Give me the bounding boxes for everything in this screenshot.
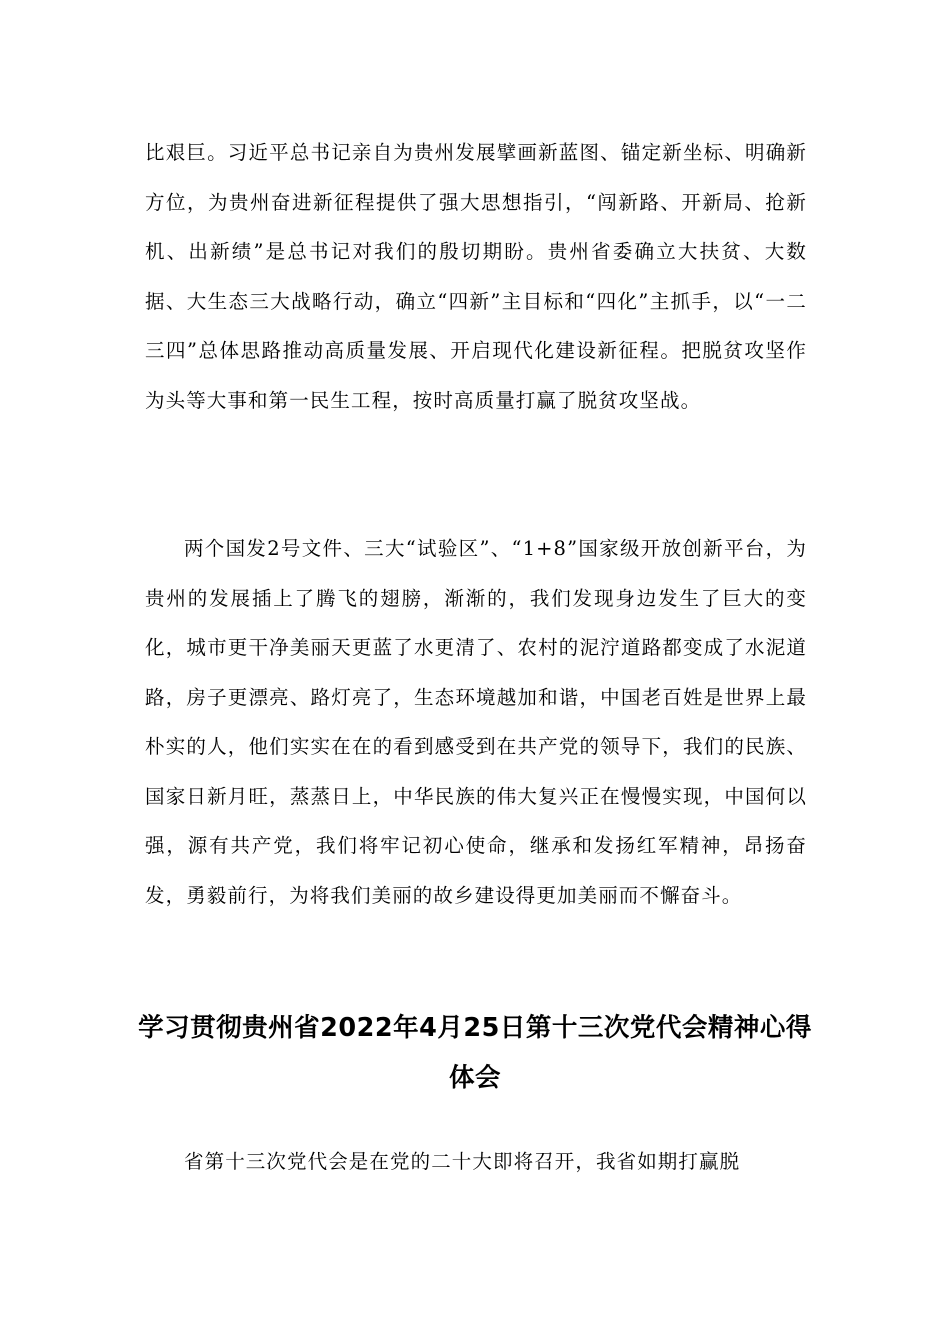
body-paragraph-1: 比艰巨。习近平总书记亲自为贵州发展擘画新蓝图、锚定新坐标、明确新方位，为贵州奋进新征程提供了强大思想指引，“闯新路、开新局、抢新机、出新绩”是总书记对我们的殷切期盼。贵州省委确立大扶贫、大数据、大生态三大战略行动，确立“四新”主目标和“四化”主抓手，以“一二三四”总体思路推动高质量发展、开启现代化建设新征程。把脱贫攻坚作为头等大事和第一民生工程，按时高质量打赢了脱贫攻坚战。 <box>145 141 807 412</box>
body-paragraph-2: 两个国发2号文件、三大“试验区”、“1+8”国家级开放创新平台，为贵州的发展插上了腾飞的翅膀，渐渐的，我们发现身边发生了巨大的变化，城市更干净美丽天更蓝了水更清了、农村的泥泞道路都变成了水泥道路，房子更漂亮、路灯亮了，生态环境越加和谐，中国老百姓是世界上最朴实的人，他们实实在在的看到感受到在共产党的领导下，我们的民族、国家日新月旺，蒸蒸日上，中华民族的伟大复兴正在慢慢实现，中国何以强，源有共产党，我们将牢记初心使命，继承和发扬红军精神，昂扬奋发，勇毅前行，为将我们美丽的故乡建设得更加美丽而不懈奋斗。 <box>145 537 808 907</box>
section-heading: 学习贯彻贵州省2022年4月25日第十三次党代会精神心得体会 <box>138 1013 812 1093</box>
body-paragraph-3: 省第十三次党代会是在党的二十大即将召开，我省如期打赢脱 <box>184 1150 741 1173</box>
